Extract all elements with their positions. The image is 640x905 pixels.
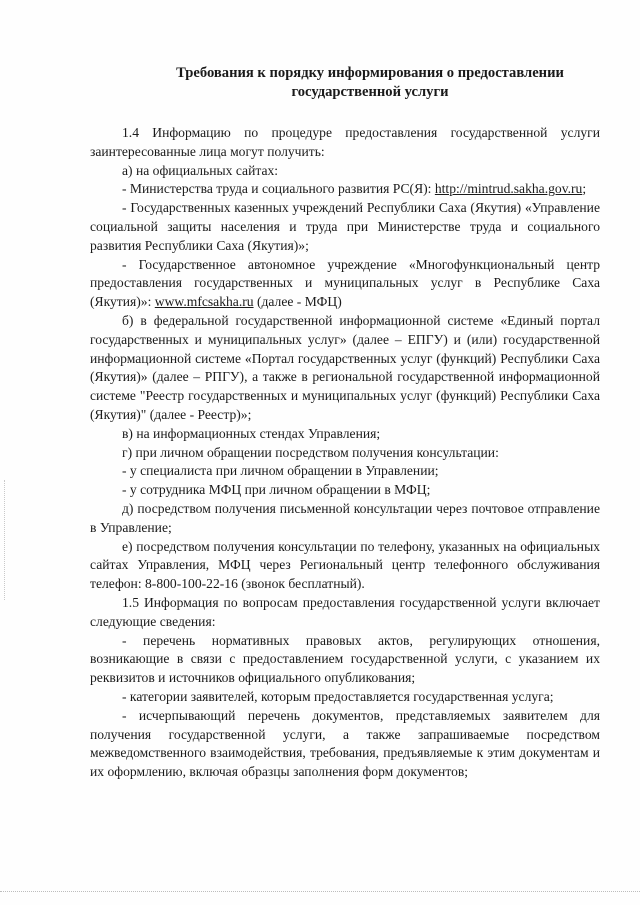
item-a3-text: - Государственное автономное учреждение «Многофункциональный центр предоставления государственных и муниципальных услуг в Республике Саха (Якутия)»:: [90, 256, 600, 310]
item-g2: - у сотрудника МФЦ при личном обращении в МФЦ;: [122, 482, 431, 498]
item-1-5-2: - категории заявителей, которым предоставляется государственная услуга;: [122, 688, 554, 704]
item-1-5-1: - перечень нормативных правовых актов, регулирующих отношения, возникающие в связи с предоставлением государственной услуги, с указанием их реквизитов и источников официального опубликования;: [90, 632, 600, 686]
scan-edge-mark: [4, 480, 6, 600]
item-d: д) посредством получения письменной консультации через почтовое отправление в Управление;: [90, 500, 600, 535]
bottom-scan-rule: [0, 891, 640, 893]
mfc-link[interactable]: www.mfcsakha.ru: [154, 294, 254, 310]
item-a1-end: ;: [582, 181, 587, 197]
item-g1: - у специалиста при личном обращении в Управлении;: [122, 463, 439, 479]
item-a3-end: (далее - МФЦ): [253, 294, 342, 310]
item-1-5-3: - исчерпывающий перечень документов, представляемых заявителем для получения государственной услуги, а также запрашиваемые посредством межведомственного взаимодействия, требования, предъявляемые к этим документам и их оформлению, включая образцы заполнения форм документов;: [90, 707, 600, 780]
title-line-1: Требования к порядку информирования о предоставлении: [176, 65, 564, 81]
paragraph-1-5: 1.5 Информация по вопросам предоставления государственной услуги включает следующие сведения:: [90, 594, 600, 629]
document-title: [150, 64, 590, 102]
item-v: в) на информационных стендах Управления;: [122, 425, 381, 441]
item-b: б) в федеральной государственной информационной системе «Единый портал государственных и муниципальных услуг» (далее – ЕПГУ) и (или) государственной информационной системе «Портал государственных услуг (функций) Республики Саха (Якутия)» (далее – РПГУ), а также в региональной государственной информационной системе "Реестр государственных и муниципальных услуг (функций) Республики Саха (Якутия)" (далее - Реестр)»;: [90, 312, 600, 422]
item-a: а) на официальных сайтах:: [122, 162, 279, 178]
item-a1: [90, 180, 600, 199]
item-a2: - Государственных казенных учреждений Республики Саха (Якутия) «Управление социальной защиты населения и труда при Министерстве труда и социального развития Республики Саха (Якутия)»;: [90, 200, 600, 253]
item-a1-text: - Министерства труда и социального развития РС(Я):: [122, 181, 435, 197]
item-g: г) при личном обращении посредством получения консультации:: [122, 444, 499, 460]
title-line-2: государственной услуги: [291, 84, 449, 100]
item-a3: [90, 256, 600, 312]
paragraph-1-4: 1.4 Информацию по процедуре предоставления государственной услуги заинтересованные лица могут получить:: [90, 125, 600, 159]
document-body: [90, 124, 600, 782]
mintrud-link[interactable]: http://mintrud.sakha.gov.ru: [434, 181, 583, 197]
item-e: е) посредством получения консультации по телефону, указанных на официальных сайтах Управления, МФЦ через Региональный центр телефонного обслуживания телефон: 8-800-100-22-16 (звонок бесплатный).: [90, 538, 600, 592]
